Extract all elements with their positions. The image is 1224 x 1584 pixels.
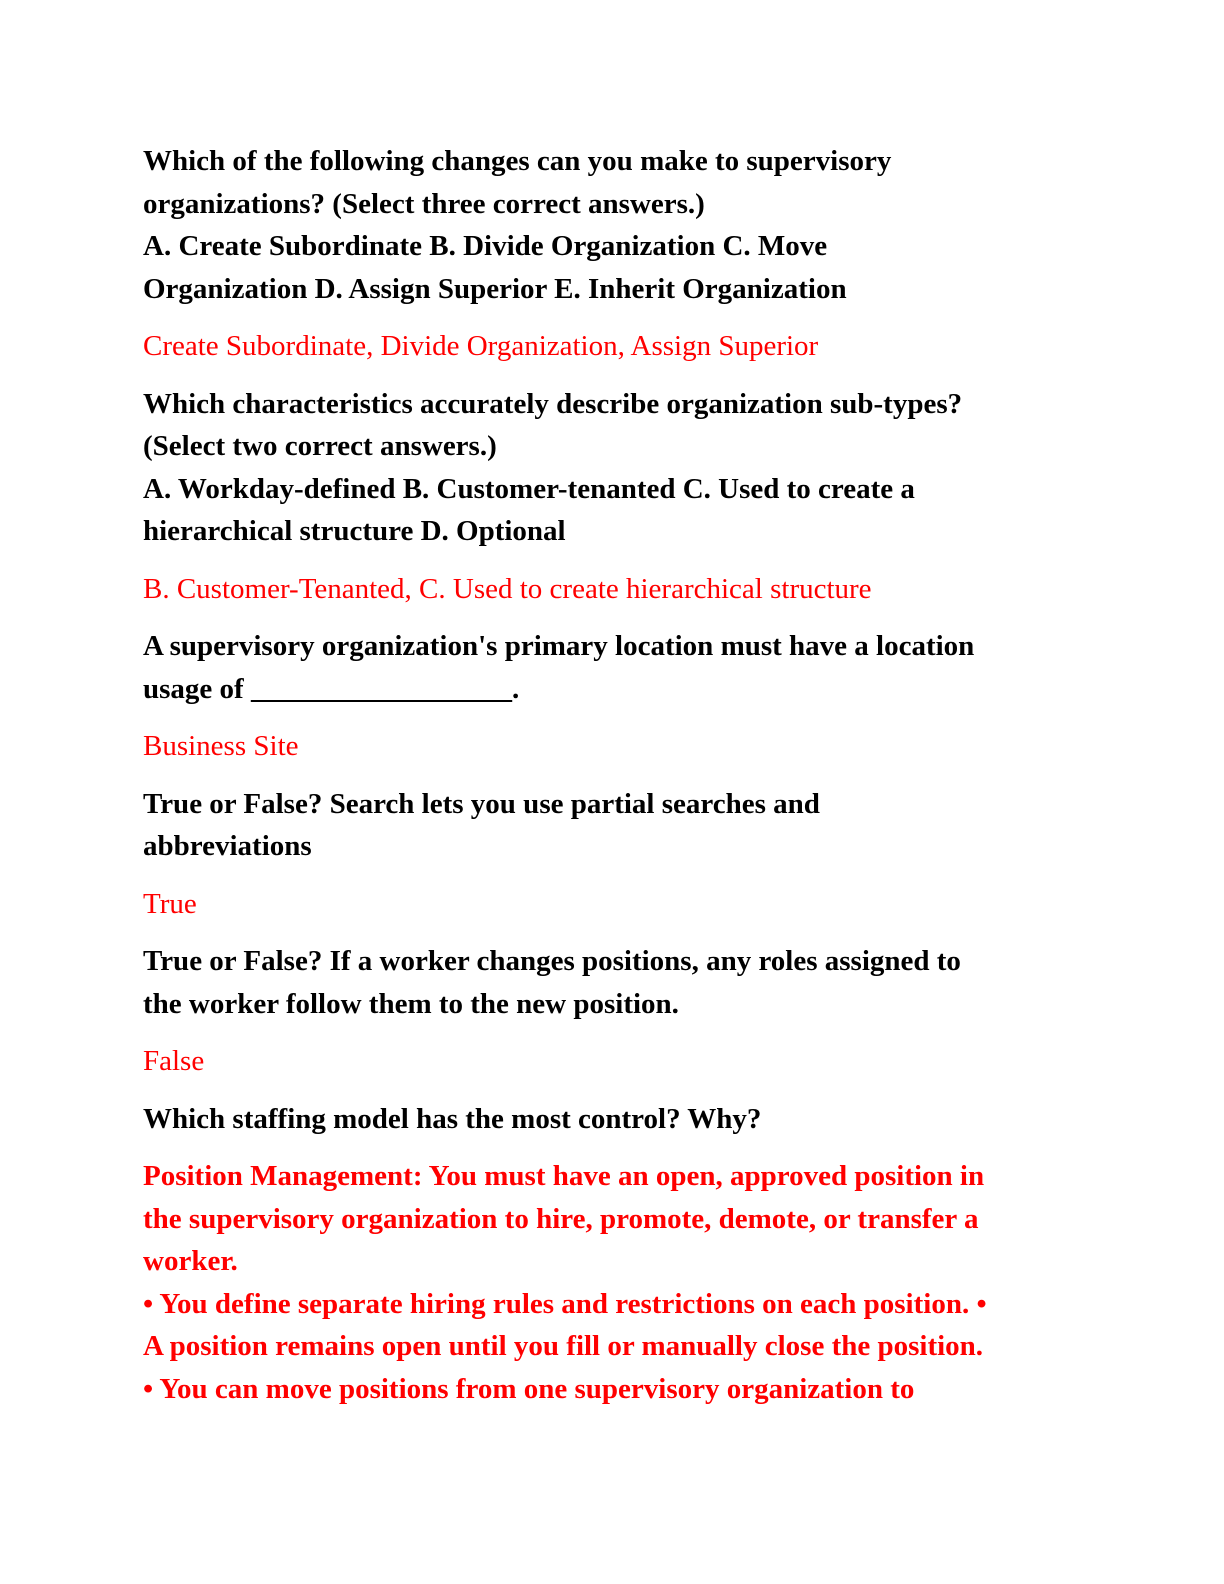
answer-3-line: Business Site — [143, 730, 299, 762]
answer-1-line: Create Subordinate, Divide Organization, Assign Superior — [143, 330, 819, 362]
answer-6 — [143, 1155, 1078, 1410]
question-5-line: True or False? If a worker changes positions, any roles assigned to — [143, 945, 961, 977]
answer-6-line: Position Management: You must have an open, approved position in — [143, 1160, 985, 1192]
question-2-line: hierarchical structure D. Optional — [143, 515, 566, 547]
answer-2-line: B. Customer-Tenanted, C. Used to create hierarchical structure — [143, 572, 872, 605]
question-2-line: A. Workday-defined B. Customer-tenanted C. Used to create a — [143, 472, 915, 505]
question-1-line: Organization D. Assign Superior E. Inherit Organization — [143, 272, 847, 305]
question-4 — [143, 783, 1078, 868]
answer-6-line: • You define separate hiring rules and restrictions on each position. • — [143, 1287, 987, 1320]
answer-6-line: the supervisory organization to hire, promote, demote, or transfer a — [143, 1202, 979, 1235]
answer-6-line: worker. — [143, 1245, 238, 1277]
question-2-line: Which characteristics accurately describe organization sub-types? — [143, 387, 963, 420]
question-2-line: (Select two correct answers.) — [143, 430, 497, 462]
question-1-line: organizations? (Select three correct answers.) — [143, 187, 705, 220]
question-4-line: abbreviations — [143, 830, 312, 862]
question-2 — [143, 383, 1078, 553]
answer-5 — [143, 1040, 1078, 1083]
question-1-line: Which of the following changes can you make to supervisory — [143, 145, 892, 177]
document-page — [143, 140, 1078, 1410]
question-6-line: Which staffing model has the most control? Why? — [143, 1102, 762, 1135]
answer-5-line: False — [143, 1045, 205, 1077]
answer-6-line: A position remains open until you fill or manually close the position. — [143, 1330, 984, 1362]
question-6 — [143, 1098, 1078, 1141]
question-1 — [143, 140, 1078, 310]
question-1-line: A. Create Subordinate B. Divide Organization C. Move — [143, 230, 828, 262]
answer-6-line: • You can move positions from one supervisory organization to — [143, 1372, 915, 1405]
answer-4 — [143, 883, 1078, 926]
answer-4-line: True — [143, 887, 197, 920]
question-5 — [143, 940, 1078, 1025]
question-3-line: A supervisory organization's primary location must have a location — [143, 630, 975, 662]
answer-3 — [143, 725, 1078, 768]
answer-2 — [143, 568, 1078, 611]
question-5-line: the worker follow them to the new position. — [143, 987, 679, 1020]
question-4-line: True or False? Search lets you use partial searches and — [143, 787, 820, 820]
answer-1 — [143, 325, 1078, 368]
question-3 — [143, 625, 1078, 710]
question-3-line: usage of __________________. — [143, 672, 520, 705]
